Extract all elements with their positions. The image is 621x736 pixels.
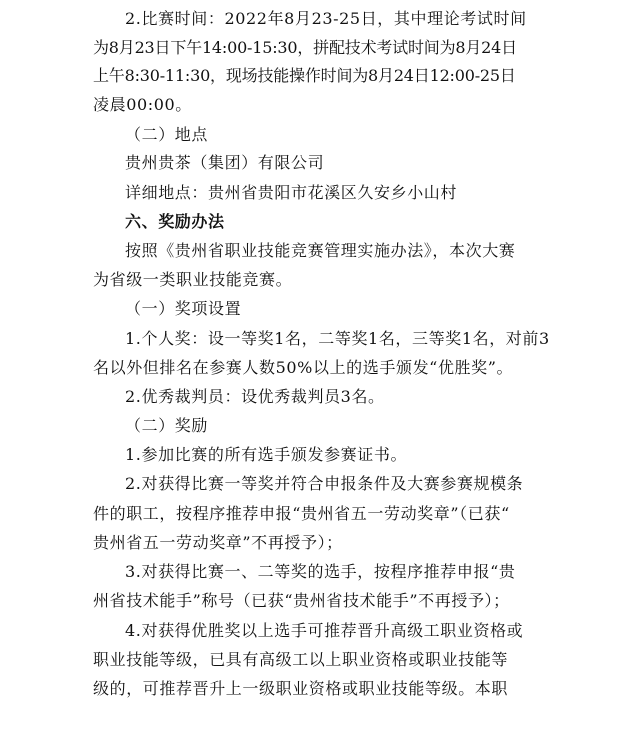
text-line: 贵州省五一劳动奖章”不再授予）； bbox=[93, 533, 343, 552]
text-line: 州省技术能手”称号（已获“贵州省技术能手”不再授予）； bbox=[93, 591, 510, 610]
text-line: 级的，可推荐晋升上一级职业资格或职业技能等级。本职 bbox=[93, 679, 509, 698]
chapter-heading: 六、奖励办法 bbox=[125, 212, 225, 231]
text-line: 详细地点：贵州省贵阳市花溪区久安乡小山村 bbox=[125, 183, 458, 202]
text-line: 2.优秀裁判员：设优秀裁判员3名。 bbox=[125, 387, 385, 406]
text-line: 3.对获得比赛一、二等奖的选手，按程序推荐申报“贵 bbox=[125, 562, 516, 581]
text-line: 2.对获得比赛一等奖并符合申报条件及大赛参赛规模条 bbox=[125, 474, 524, 493]
text-line: 上午8:30-11:30，现场技能操作时间为8月24日12:00-25日 bbox=[93, 66, 516, 85]
text-line: 职业技能等级，已具有高级工以上职业资格或职业技能等 bbox=[93, 650, 509, 669]
text-line: 件的职工，按程序推荐申报“贵州省五一劳动奖章”（已获“ bbox=[93, 504, 510, 523]
text-line: 1.个人奖：设一等奖1名，二等奖1名，三等奖1名，对前3 bbox=[125, 329, 550, 348]
text-line: 为省级一类职业技能竞赛。 bbox=[93, 270, 293, 289]
text-line: 凌晨00:00。 bbox=[93, 95, 192, 114]
section-heading: （一）奖项设置 bbox=[125, 299, 242, 318]
text-line: 为8月23日下午14:00-15:30，拼配技术考试时间为8月24日 bbox=[93, 38, 517, 57]
text-line: 4.对获得优胜奖以上选手可推荐晋升高级工职业资格或 bbox=[125, 621, 524, 640]
section-heading: （二）地点 bbox=[125, 125, 209, 144]
text-line: 1.参加比赛的所有选手颁发参赛证书。 bbox=[125, 445, 408, 464]
text-line: 贵州贵茶（集团）有限公司 bbox=[125, 153, 325, 172]
section-heading: （二）奖励 bbox=[125, 416, 209, 435]
text-line: 按照《贵州省职业技能竞赛管理实施办法》，本次大赛 bbox=[125, 241, 516, 260]
text-line: 名以外但排名在参赛人数50%以上的选手颁发“优胜奖”。 bbox=[93, 358, 514, 377]
text-line: 2.比赛时间：2022年8月23-25日，其中理论考试时间 bbox=[125, 9, 527, 28]
